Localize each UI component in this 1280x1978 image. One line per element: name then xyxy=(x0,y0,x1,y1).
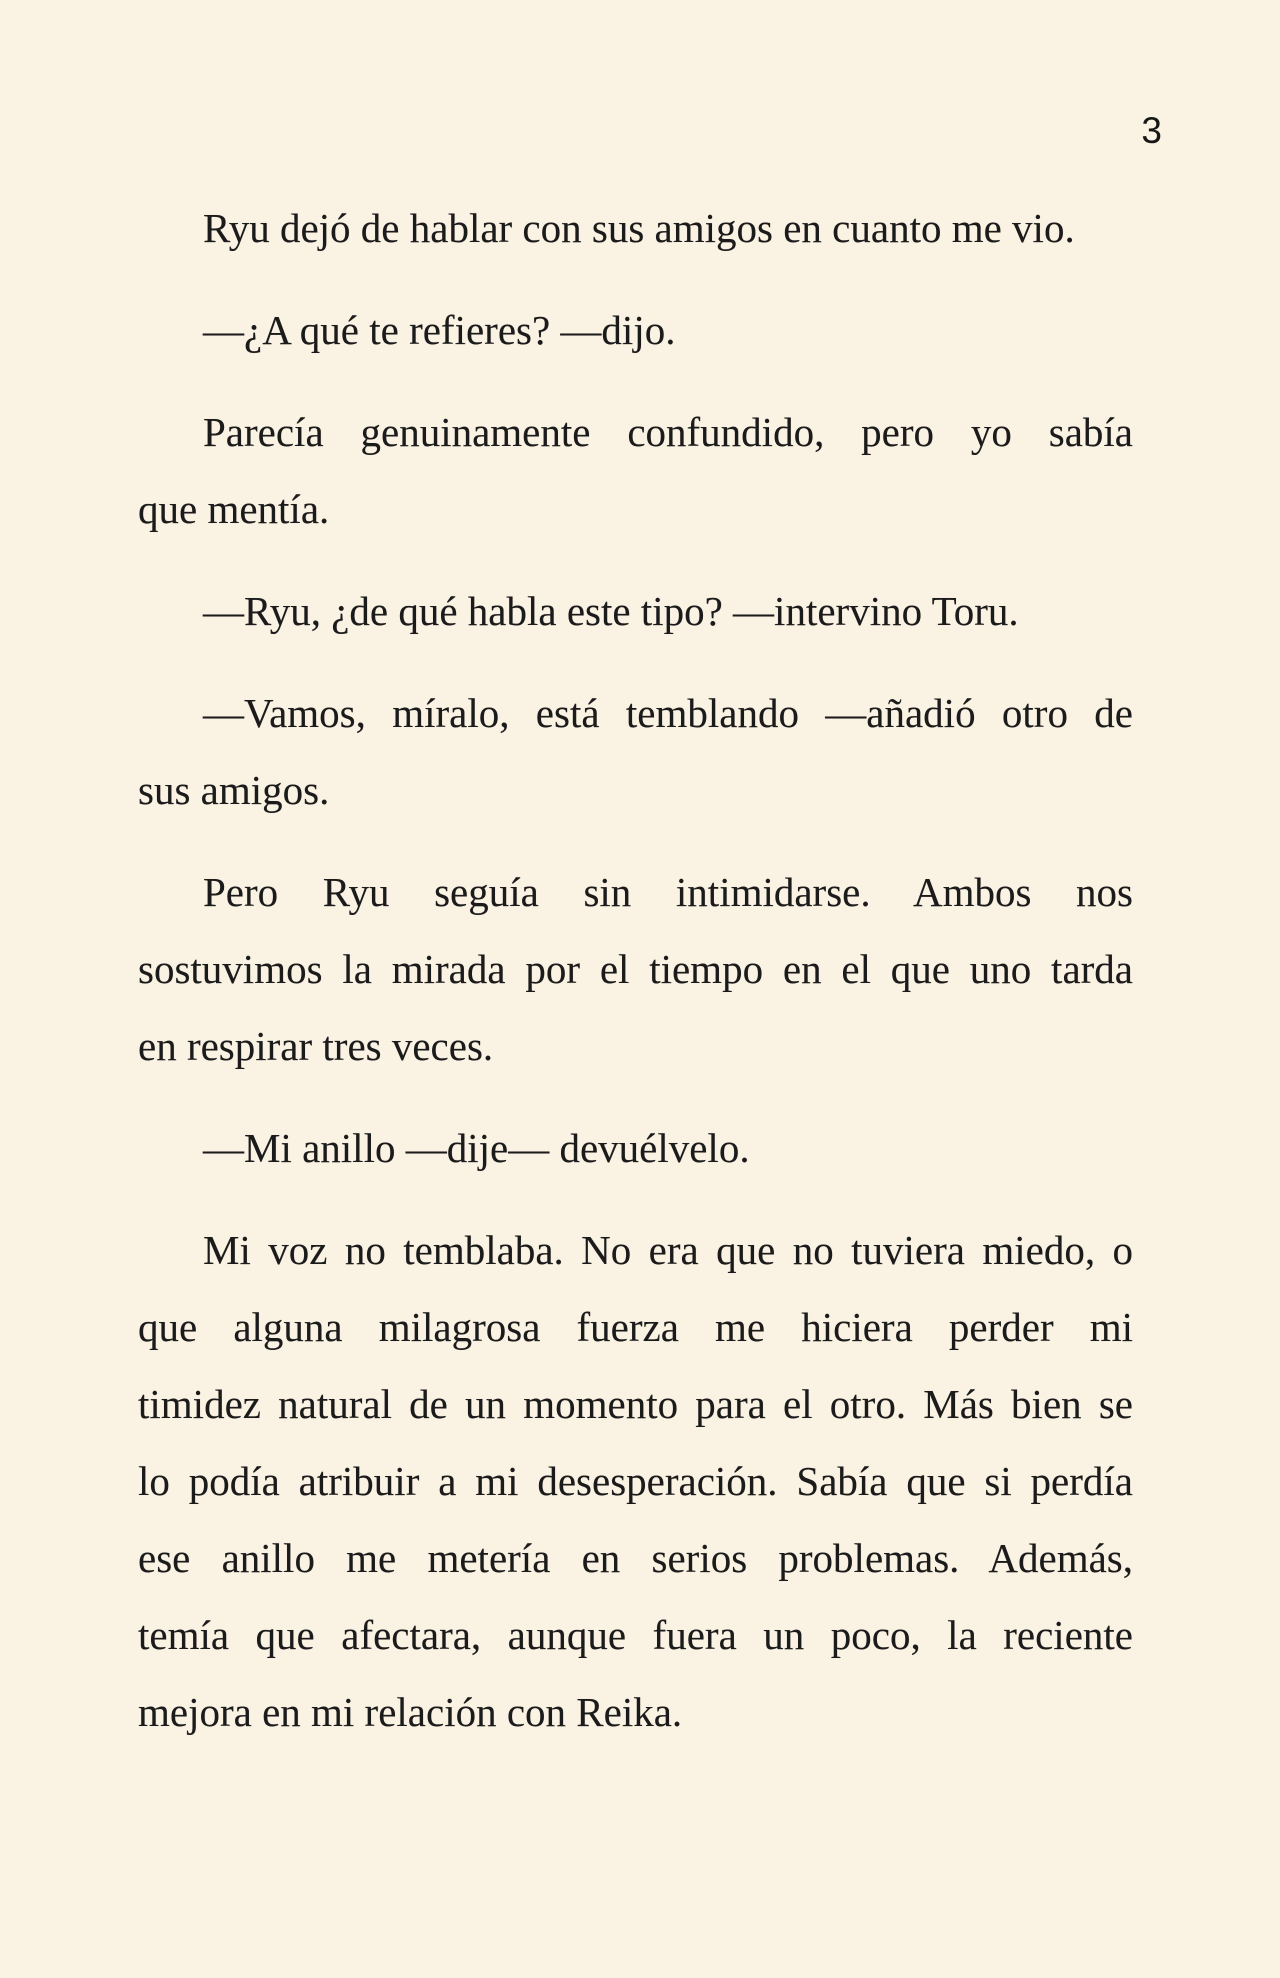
text-line: —Mi anillo —dije— devuélvelo. xyxy=(203,1125,750,1171)
text-line: temía que afectara, aunque fuera un poco, la reciente xyxy=(138,1612,1133,1658)
text-line: Ryu dejó de hablar con sus amigos en cuanto me vio. xyxy=(203,205,1075,251)
text-line: lo podía atribuir a mi desesperación. Sabía que si perdía xyxy=(138,1458,1133,1504)
text-line: —¿A qué te refieres? —dijo. xyxy=(203,307,676,353)
text-line: que mentía. xyxy=(138,486,330,532)
paragraph xyxy=(138,854,1133,1085)
text-line: —Vamos, míralo, está temblando —añadió otro de xyxy=(203,690,1133,736)
text-line: sostuvimos la mirada por el tiempo en el que uno tarda xyxy=(138,946,1133,992)
text-line: ese anillo me metería en serios problemas. Además, xyxy=(138,1535,1133,1581)
text-line: en respirar tres veces. xyxy=(138,1023,494,1069)
text-line: sus amigos. xyxy=(138,767,330,813)
text-line: Pero Ryu seguía sin intimidarse. Ambos nos xyxy=(203,869,1133,915)
paragraph xyxy=(138,675,1133,829)
page-text xyxy=(138,190,1133,1776)
paragraph xyxy=(138,394,1133,548)
text-line: —Ryu, ¿de qué habla este tipo? —intervino Toru. xyxy=(203,588,1019,634)
paragraph xyxy=(138,1110,1133,1187)
text-line: Mi voz no temblaba. No era que no tuviera miedo, o xyxy=(203,1227,1133,1273)
paragraph xyxy=(138,573,1133,650)
paragraph xyxy=(138,292,1133,369)
text-line: Parecía genuinamente confundido, pero yo sabía xyxy=(203,409,1133,455)
text-line: timidez natural de un momento para el otro. Más bien se xyxy=(138,1381,1133,1427)
text-line: que alguna milagrosa fuerza me hiciera perder mi xyxy=(138,1304,1133,1350)
page-number: 3 xyxy=(1141,110,1162,151)
paragraph xyxy=(138,190,1133,267)
paragraph xyxy=(138,1212,1133,1751)
text-line: mejora en mi relación con Reika. xyxy=(138,1689,683,1735)
